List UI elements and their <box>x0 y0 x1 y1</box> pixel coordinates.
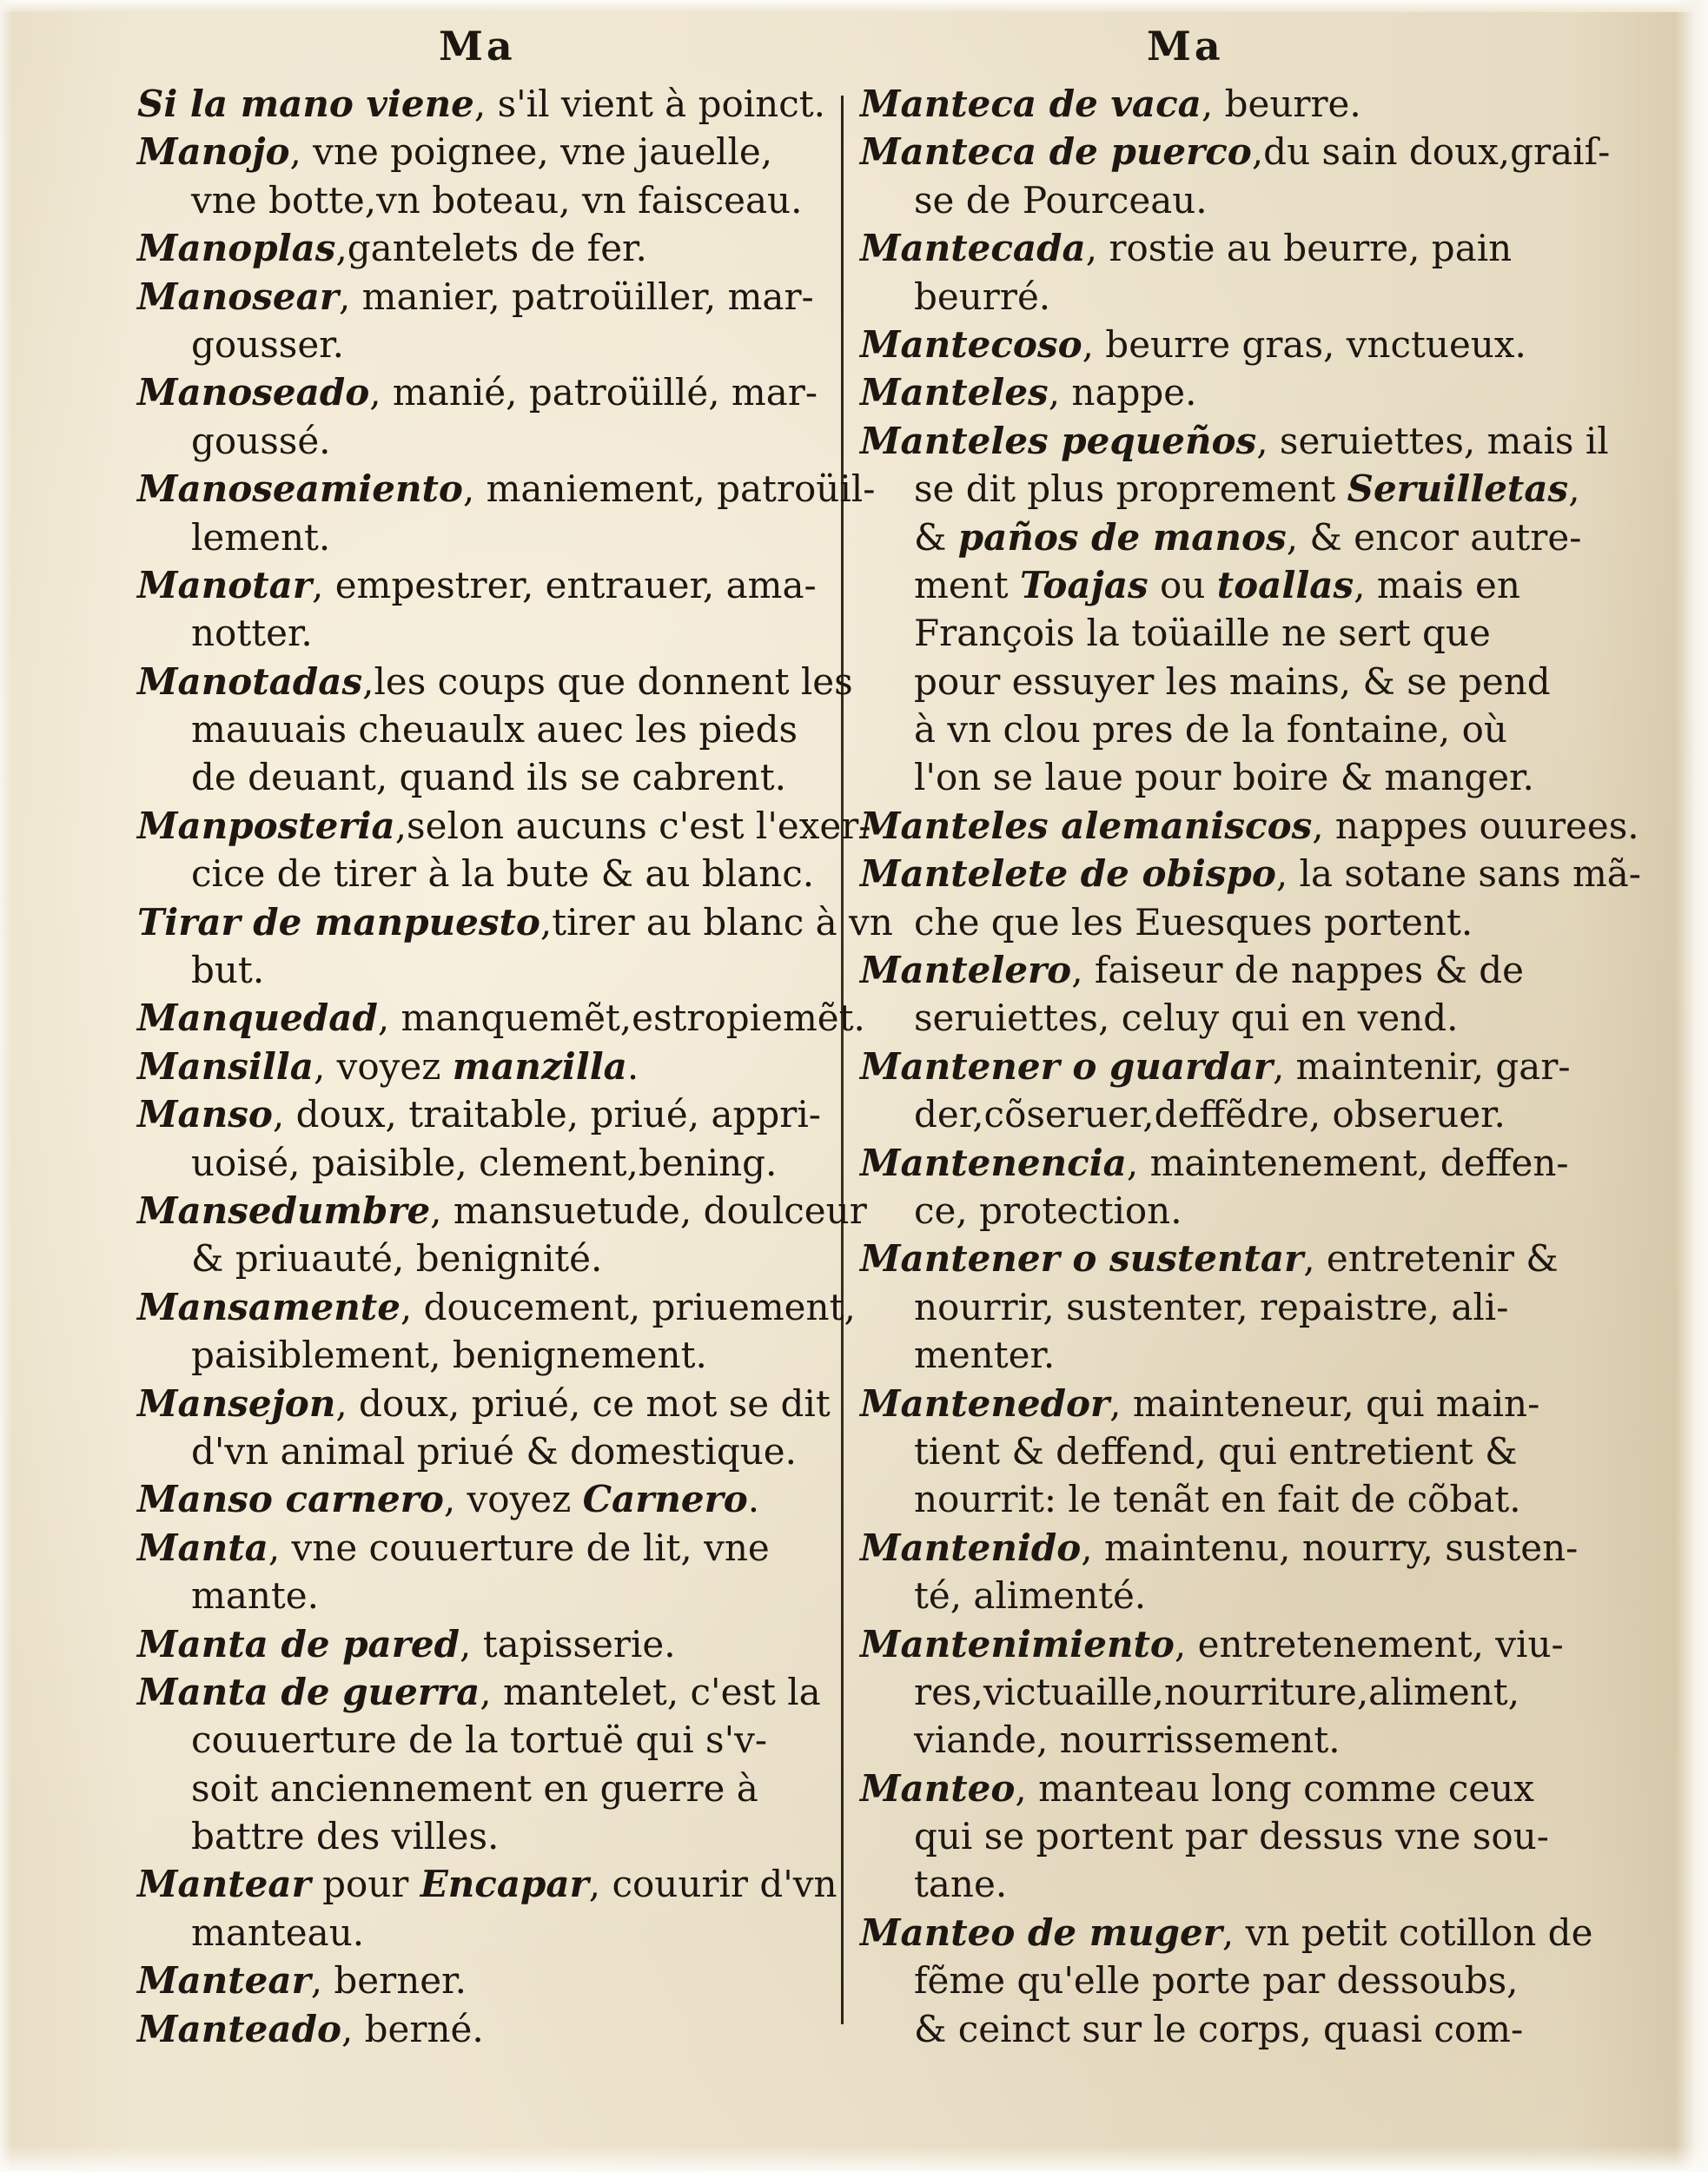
dictionary-continuation-line <box>137 321 832 368</box>
french-gloss: , vn petit cotillon de <box>1221 1910 1593 1954</box>
dictionary-continuation-line <box>860 1090 1564 1138</box>
french-gloss: té, alimenté. <box>914 1574 1147 1618</box>
french-gloss: , manié, patroüillé, mar- <box>369 371 818 414</box>
french-gloss: , manteau long comme ceux <box>1015 1766 1534 1810</box>
dictionary-entry-line <box>137 658 853 705</box>
spanish-term: Seruilletas <box>1347 467 1569 511</box>
french-gloss: res,victuaille,nourriture,aliment, <box>914 1670 1520 1713</box>
dictionary-entry-line <box>137 561 832 609</box>
dictionary-continuation-line <box>860 2005 1564 2053</box>
french-gloss: menter. <box>914 1334 1056 1377</box>
dictionary-entry-line <box>860 850 1642 897</box>
dictionary-continuation-line <box>137 176 832 224</box>
dictionary-continuation-line <box>860 1812 1564 1860</box>
french-gloss: , maintenement, deffen- <box>1126 1141 1569 1184</box>
french-gloss: paisiblement, benignement. <box>191 1334 707 1377</box>
spanish-term: Manosear <box>137 275 339 318</box>
dictionary-continuation-line <box>860 898 1564 946</box>
dictionary-continuation-line <box>137 946 832 994</box>
french-gloss: & <box>914 515 958 559</box>
french-gloss: , berner. <box>310 1959 467 2003</box>
dictionary-continuation-line <box>137 417 832 465</box>
spanish-term: Manposteria <box>137 804 395 847</box>
french-gloss: viande, nourrissement. <box>914 1718 1341 1762</box>
french-gloss: & ceinct sur le corps, quasi com- <box>914 2007 1524 2050</box>
spanish-term: Mantecada <box>860 227 1086 270</box>
spanish-term: Manteles alemaniscos <box>860 804 1313 847</box>
french-gloss: , doucement, priuement, <box>400 1285 856 1328</box>
french-gloss: ,gantelets de fer. <box>335 227 647 270</box>
dictionary-entry-line <box>137 1620 832 1668</box>
dictionary-continuation-line <box>860 1860 1564 1908</box>
spanish-term: Manoseamiento <box>137 467 463 511</box>
dictionary-continuation-line <box>860 753 1564 801</box>
spanish-term: Mansedumbre <box>137 1189 431 1232</box>
french-gloss: fẽme qu'elle porte par dessoubs, <box>914 1959 1519 2003</box>
dictionary-continuation-line <box>137 1765 832 1812</box>
french-gloss: , faiseur de nappes & de <box>1071 949 1524 992</box>
running-head-right: Ma <box>1147 23 1224 70</box>
dictionary-entry-line <box>860 1139 1569 1187</box>
french-gloss: , couurir d'vn <box>588 1863 837 1906</box>
spanish-term: Manteles <box>860 371 1049 414</box>
french-gloss: nourrir, sustenter, repaistre, ali- <box>914 1285 1509 1328</box>
dictionary-continuation-line <box>860 273 1564 321</box>
dictionary-entry-line <box>137 1957 832 2004</box>
dictionary-continuation-line <box>137 1812 832 1860</box>
spanish-term: Encapar <box>420 1863 589 1906</box>
french-gloss: , mainteneur, qui main- <box>1109 1381 1540 1425</box>
dictionary-entry-line <box>860 128 1611 175</box>
french-gloss: , mantelet, c'est la <box>480 1670 821 1713</box>
french-gloss: pour essuyer les mains, & se pend <box>914 659 1551 703</box>
dictionary-entry-line <box>137 465 876 513</box>
dictionary-continuation-line <box>137 609 832 657</box>
french-gloss: mante. <box>191 1574 319 1618</box>
dictionary-continuation-line <box>137 513 832 561</box>
french-gloss: , s'il vient à poinct. <box>473 83 825 125</box>
french-gloss: pour <box>310 1863 420 1906</box>
dictionary-continuation-line <box>860 561 1564 609</box>
spanish-term: Manoplas <box>137 227 336 270</box>
spanish-term: Manotar <box>137 563 312 606</box>
spanish-term: Mantenencia <box>860 1141 1127 1184</box>
dictionary-entry-line <box>137 1090 832 1138</box>
french-gloss: de deuant, quand ils se cabrent. <box>191 756 787 799</box>
spanish-term: Tirar de manpuesto <box>137 900 540 944</box>
right-column <box>860 80 1642 2053</box>
dictionary-entry-line <box>137 128 832 175</box>
french-gloss: , manier, patroüiller, mar- <box>338 275 814 318</box>
french-gloss: notter. <box>191 612 313 655</box>
spanish-term: Mansamente <box>137 1285 401 1328</box>
french-gloss: der,cõseruer,deffẽdre, obseruer. <box>914 1093 1506 1136</box>
french-gloss: , manquemẽt,estropiemẽt. <box>377 997 865 1040</box>
french-gloss: qui se portent par dessus vne sou- <box>914 1815 1549 1858</box>
spanish-term: Manteca de vaca <box>860 83 1202 125</box>
french-gloss: se dit plus proprement <box>914 467 1347 511</box>
french-gloss: manteau. <box>191 1910 365 1954</box>
dictionary-continuation-line <box>137 1331 832 1379</box>
french-gloss: soit anciennement en guerre à <box>191 1766 758 1810</box>
running-head-left: Ma <box>439 23 516 70</box>
spanish-term: Manteo de muger <box>860 1910 1222 1954</box>
spanish-term: Mantenido <box>860 1526 1082 1569</box>
french-gloss: d'vn animal priué & domestique. <box>191 1429 797 1473</box>
spanish-term: Manojo <box>137 130 290 174</box>
dictionary-continuation-line <box>137 1139 832 1187</box>
french-gloss: gousser. <box>191 322 344 366</box>
spanish-term: Toajas <box>1019 563 1149 606</box>
dictionary-continuation-line <box>860 1427 1564 1475</box>
dictionary-entry-line <box>860 1235 1564 1282</box>
spanish-term: Manteles pequeños <box>860 419 1257 462</box>
french-gloss: mauuais cheuaulx auec les pieds <box>191 708 798 752</box>
dictionary-entry-line <box>860 1909 1593 1957</box>
dictionary-continuation-line <box>137 753 832 801</box>
spanish-term: Manoseado <box>137 371 370 414</box>
spanish-term: Mansilla <box>137 1044 314 1088</box>
french-gloss: , empestrer, entrauer, ama- <box>312 563 817 606</box>
dictionary-entry-line <box>860 417 1609 465</box>
french-gloss: battre des villes. <box>191 1815 500 1858</box>
spanish-term: Mantecoso <box>860 322 1082 366</box>
dictionary-continuation-line <box>860 609 1564 657</box>
french-gloss: lement. <box>191 515 331 559</box>
dictionary-continuation-line <box>860 465 1580 513</box>
dictionary-entry-line <box>860 802 1639 850</box>
french-gloss: ,les coups que donnent les <box>362 659 853 703</box>
spanish-term: Mantener o sustentar <box>860 1237 1304 1281</box>
french-gloss: se de Pourceau. <box>914 178 1208 222</box>
spanish-term: manzilla <box>452 1044 627 1088</box>
spanish-term: Manso <box>137 1093 273 1136</box>
french-gloss: , entretenement, viu- <box>1174 1622 1564 1665</box>
french-gloss: , voyez <box>313 1044 453 1088</box>
french-gloss: ,tirer au blanc à vn <box>540 900 893 944</box>
dictionary-entry-line <box>860 321 1564 368</box>
dictionary-continuation-line <box>860 658 1564 705</box>
dictionary-entry-line <box>137 1524 832 1572</box>
dictionary-continuation-line <box>137 1716 832 1764</box>
dictionary-entry-line <box>137 1043 832 1090</box>
french-gloss: tient & deffend, qui entretient & <box>914 1429 1518 1473</box>
spanish-term: Mantenedor <box>860 1381 1110 1425</box>
dictionary-entry-line <box>860 1765 1564 1812</box>
dictionary-continuation-line <box>137 705 832 753</box>
french-gloss: à vn clou pres de la fontaine, où <box>914 708 1507 752</box>
french-gloss: , maniement, patroüil- <box>462 467 876 511</box>
dictionary-entry-line <box>137 898 893 946</box>
dictionary-continuation-line <box>860 513 1582 561</box>
dictionary-entry-line <box>137 368 832 416</box>
french-gloss: ,selon aucuns c'est l'exer- <box>394 804 871 847</box>
french-gloss: , doux, priué, ce mot se dit <box>335 1381 831 1425</box>
french-gloss: ,du sain doux,graiſ- <box>1251 130 1611 174</box>
left-column <box>137 80 893 2053</box>
spanish-term: Carnero <box>582 1478 748 1521</box>
spanish-term: toallas <box>1216 563 1354 606</box>
french-gloss: nourrit: le tenãt en fait de cõbat. <box>914 1478 1521 1521</box>
dictionary-continuation-line <box>860 1716 1564 1764</box>
dictionary-entry-line <box>137 224 832 272</box>
dictionary-continuation-line <box>137 850 832 897</box>
spanish-term: Manta de pared <box>137 1622 460 1665</box>
dictionary-entry-line <box>860 80 1564 128</box>
french-gloss: & priuauté, benignité. <box>191 1237 603 1281</box>
french-gloss: , voyez <box>443 1478 583 1521</box>
dictionary-continuation-line <box>860 1572 1564 1619</box>
dictionary-continuation-line <box>860 705 1564 753</box>
french-gloss: beurré. <box>914 275 1051 318</box>
french-gloss: , tapisserie. <box>460 1622 676 1665</box>
dictionary-entry-line <box>137 1860 837 1908</box>
french-gloss: . <box>626 1044 639 1088</box>
dictionary-entry-line <box>137 1283 856 1331</box>
spanish-term: Mantear <box>137 1863 311 1906</box>
french-gloss: couuerture de la tortuë qui s'v- <box>191 1718 768 1762</box>
column-divider <box>841 96 844 2024</box>
french-gloss: seruiettes, celuy qui en vend. <box>914 997 1459 1040</box>
dictionary-continuation-line <box>137 1572 832 1619</box>
dictionary-entry-line <box>860 1620 1564 1668</box>
dictionary-entry-line <box>860 368 1564 416</box>
french-gloss: tane. <box>914 1863 1008 1906</box>
dictionary-continuation-line <box>860 1668 1564 1716</box>
spanish-term: Manotadas <box>137 659 363 703</box>
dictionary-continuation-line <box>137 1235 832 1282</box>
dictionary-entry-line <box>137 994 865 1042</box>
dictionary-entry-line <box>860 946 1564 994</box>
french-gloss: , doux, traitable, priué, appri- <box>272 1093 821 1136</box>
french-gloss: ce, protection. <box>914 1189 1182 1232</box>
french-gloss: , nappe. <box>1048 371 1197 414</box>
french-gloss: che que les Euesques portent. <box>914 900 1473 944</box>
french-gloss: vne botte,vn boteau, vn faisceau. <box>191 178 803 222</box>
french-gloss: , maintenu, nourry, susten- <box>1081 1526 1579 1569</box>
french-gloss: , nappes ouurees. <box>1312 804 1639 847</box>
dictionary-entry-line <box>860 1380 1564 1427</box>
spanish-term: Mantelete de obispo <box>860 852 1276 896</box>
french-gloss: , entretenir & <box>1303 1237 1559 1281</box>
dictionary-entry-line <box>137 1475 832 1523</box>
french-gloss: , seruiettes, mais il <box>1256 419 1609 462</box>
dictionary-continuation-line <box>860 1331 1564 1379</box>
french-gloss: , la sotane sans mã- <box>1275 852 1642 896</box>
french-gloss: , mais en <box>1354 563 1520 606</box>
french-gloss: but. <box>191 949 265 992</box>
dictionary-continuation-line <box>860 1283 1564 1331</box>
dictionary-entry-line <box>860 1043 1571 1090</box>
page-edge-right <box>1675 0 1708 2172</box>
french-gloss: , beurre gras, vnctueux. <box>1082 322 1526 366</box>
dictionary-entry-line <box>137 802 871 850</box>
dictionary-continuation-line <box>137 1427 832 1475</box>
spanish-term: Manta <box>137 1526 268 1569</box>
spanish-term: Mantelero <box>860 949 1072 992</box>
french-gloss: uoisé, paisible, clement,bening. <box>191 1141 778 1184</box>
page-edge-left <box>0 0 12 2172</box>
spanish-term: Mansejon <box>137 1381 336 1425</box>
dictionary-continuation-line <box>860 1957 1564 2004</box>
french-gloss: François la toüaille ne sert que <box>914 612 1491 655</box>
dictionary-continuation-line <box>860 1187 1564 1235</box>
page-edge-top <box>0 0 1708 12</box>
dictionary-entry-line <box>860 224 1564 272</box>
dictionary-continuation-line <box>137 1909 832 1957</box>
french-gloss: , rostie au beurre, pain <box>1085 227 1513 270</box>
french-gloss: l'on se laue pour boire & manger. <box>914 756 1534 799</box>
french-gloss: , mansuetude, doulceur <box>430 1189 867 1232</box>
spanish-term: Mantenimiento <box>860 1622 1175 1665</box>
french-gloss: , berné. <box>341 2007 484 2050</box>
french-gloss: . <box>747 1478 760 1521</box>
dictionary-entry-line <box>137 80 832 128</box>
french-gloss: , maintenir, gar- <box>1272 1044 1571 1088</box>
spanish-term: Si la mano viene <box>137 83 474 125</box>
french-gloss: ment <box>914 563 1020 606</box>
spanish-term: Manquedad <box>137 997 378 1040</box>
dictionary-entry-line <box>137 1380 832 1427</box>
spanish-term: Manta de guerra <box>137 1670 480 1713</box>
spanish-term: Manso carnero <box>137 1478 444 1521</box>
french-gloss: , vne poignee, vne jauelle, <box>289 130 773 174</box>
dictionary-continuation-line <box>860 994 1564 1042</box>
spanish-term: Manteo <box>860 1766 1016 1810</box>
dictionary-entry-line <box>137 273 832 321</box>
spanish-term: paños de manos <box>957 515 1287 559</box>
dictionary-entry-line <box>137 2005 832 2053</box>
page-edge-bottom <box>0 2146 1708 2172</box>
french-gloss: goussé. <box>191 419 331 462</box>
spanish-term: Mantear <box>137 1959 311 2003</box>
french-gloss: , <box>1568 467 1580 511</box>
dictionary-continuation-line <box>860 1475 1564 1523</box>
dictionary-entry-line <box>137 1187 867 1235</box>
french-gloss: , & encor autre- <box>1286 515 1582 559</box>
dictionary-entry-line <box>137 1668 832 1716</box>
dictionary-continuation-line <box>860 176 1564 224</box>
french-gloss: , vne couuerture de lit, vne <box>268 1526 770 1569</box>
spanish-term: Manteado <box>137 2007 341 2050</box>
spanish-term: Manteca de puerco <box>860 130 1252 174</box>
french-gloss: , beurre. <box>1201 83 1361 125</box>
french-gloss: cice de tirer à la bute & au blanc. <box>191 852 815 896</box>
french-gloss: ou <box>1148 563 1217 606</box>
spanish-term: Mantener o guardar <box>860 1044 1273 1088</box>
dictionary-entry-line <box>860 1524 1579 1572</box>
